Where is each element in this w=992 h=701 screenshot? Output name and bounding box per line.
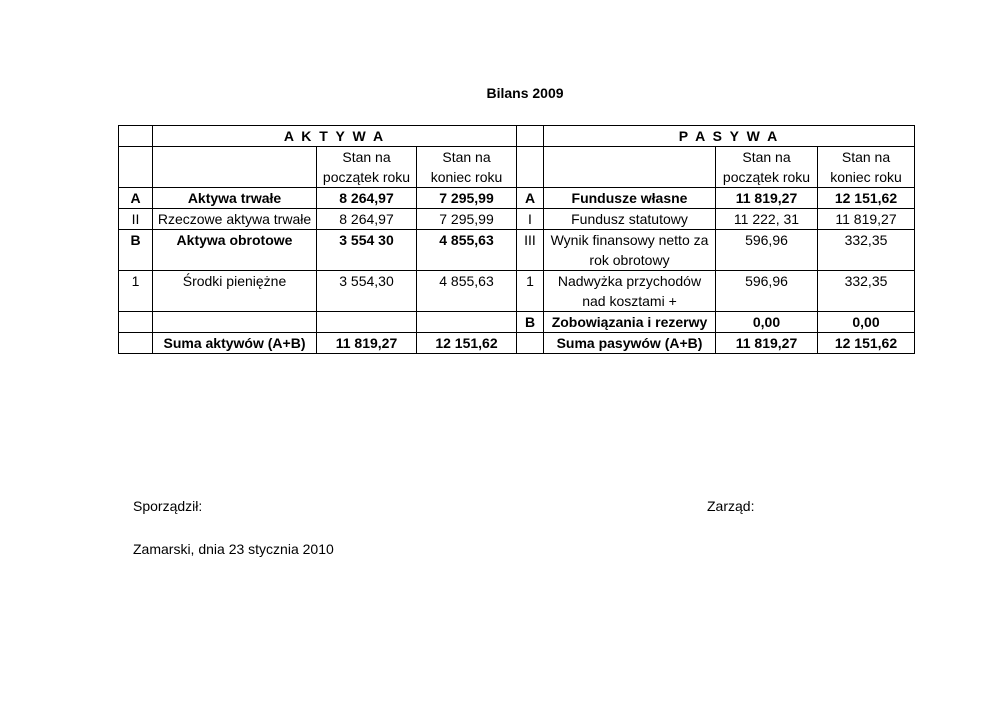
aktywa-col-end-header: Stan na koniec roku [417,147,517,188]
aktywa-sum-start: 11 819,27 [317,333,417,354]
pasywa-name: Wynik finansowy netto za rok obrotowy [544,230,716,271]
pasywa-corner-cell [517,126,544,147]
aktywa-start-value: 3 554,30 [317,271,417,312]
pasywa-col-start-header: Stan na początek roku [716,147,818,188]
pasywa-start-value: 596,96 [716,230,818,271]
aktywa-name: Środki pieniężne [153,271,317,312]
document-title: Bilans 2009 [486,85,564,101]
pasywa-code: III [517,230,544,271]
pasywa-name: Nadwyżka przychodów nad kosztami + [544,271,716,312]
aktywa-code: II [119,209,153,230]
pasywa-start-value: 0,00 [716,312,818,333]
board-label: Zarząd: [707,498,755,514]
table-row [119,271,915,312]
aktywa-end-value: 4 855,63 [417,230,517,271]
aktywa-end-value: 4 855,63 [417,271,517,312]
column-header-row [119,147,915,188]
pasywa-end-value: 332,35 [818,230,915,271]
place-date: Zamarski, dnia 23 stycznia 2010 [133,541,334,557]
aktywa-start-value: 8 264,97 [317,209,417,230]
pasywa-name: Fundusze własne [544,188,716,209]
aktywa-sum-label: Suma aktywów (A+B) [153,333,317,354]
aktywa-col-start-header: Stan na początek roku [317,147,417,188]
pasywa-header: P A S Y W A [544,126,915,147]
aktywa-end-value [417,312,517,333]
pasywa-start-value: 11 819,27 [716,188,818,209]
aktywa-name [153,312,317,333]
aktywa-name: Aktywa trwałe [153,188,317,209]
aktywa-name: Rzeczowe aktywa trwałe [153,209,317,230]
pasywa-sum-label: Suma pasywów (A+B) [544,333,716,354]
aktywa-code [119,312,153,333]
aktywa-name: Aktywa obrotowe [153,230,317,271]
table-row [119,312,915,333]
aktywa-code: B [119,230,153,271]
pasywa-code: A [517,188,544,209]
pasywa-end-value: 12 151,62 [818,188,915,209]
aktywa-code: A [119,188,153,209]
aktywa-start-value: 8 264,97 [317,188,417,209]
pasywa-end-value: 332,35 [818,271,915,312]
table-row [119,188,915,209]
balance-sheet-table [118,125,915,354]
aktywa-start-value: 3 554 30 [317,230,417,271]
pasywa-end-value: 0,00 [818,312,915,333]
section-header-row [119,126,915,147]
aktywa-header: A K T Y W A [153,126,517,147]
sum-row [119,333,915,354]
table-row [119,230,915,271]
prepared-by-label: Sporządził: [133,498,203,514]
pasywa-sum-end: 12 151,62 [818,333,915,354]
aktywa-start-value [317,312,417,333]
pasywa-code: I [517,209,544,230]
pasywa-col-end-header: Stan na koniec roku [818,147,915,188]
aktywa-end-value: 7 295,99 [417,188,517,209]
pasywa-code: B [517,312,544,333]
aktywa-code: 1 [119,271,153,312]
pasywa-start-value: 11 222, 31 [716,209,818,230]
aktywa-corner-cell [119,126,153,147]
aktywa-sum-end: 12 151,62 [417,333,517,354]
pasywa-name: Zobowiązania i rezerwy [544,312,716,333]
pasywa-end-value: 11 819,27 [818,209,915,230]
pasywa-name: Fundusz statutowy [544,209,716,230]
table-row [119,209,915,230]
pasywa-code: 1 [517,271,544,312]
pasywa-start-value: 596,96 [716,271,818,312]
pasywa-sum-start: 11 819,27 [716,333,818,354]
aktywa-end-value: 7 295,99 [417,209,517,230]
